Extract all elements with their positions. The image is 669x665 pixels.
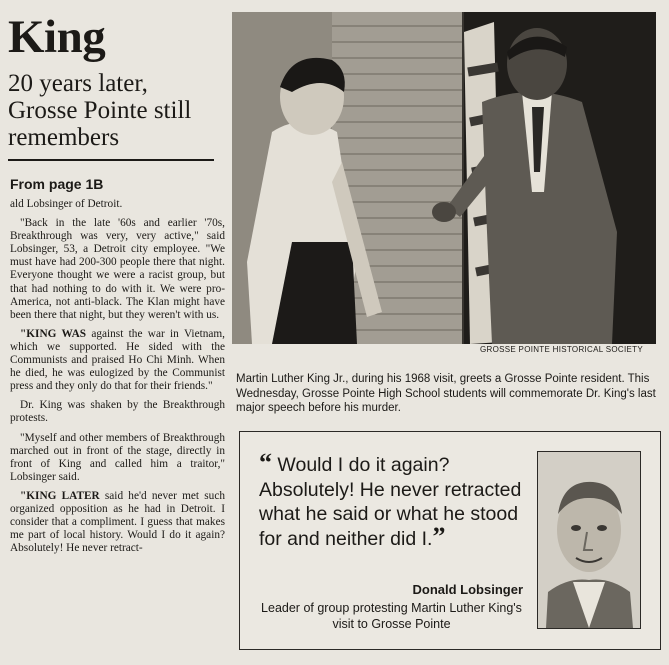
photo-caption: Martin Luther King Jr., during his 1968 visit, greets a Grosse Pointe resident. This Wednesday, Grosse Pointe High School students will commemorate Dr. King's last major speech before his murder. (236, 373, 656, 414)
pull-quote (259, 448, 524, 551)
article-paragraph (10, 490, 225, 555)
headline: King (8, 11, 106, 63)
article-paragraph: ald Lobsinger of Detroit. (10, 198, 123, 210)
quote-speaker: Donald Lobsinger (412, 582, 523, 597)
close-quote-mark: ” (432, 521, 446, 551)
run-in-head: "KING WAS (20, 327, 87, 340)
article-paragraph: Dr. King was shaken by the Breakthrough protests. (10, 399, 225, 425)
article-paragraph (10, 328, 225, 393)
run-in-head: "KING LATER (20, 489, 100, 502)
paragraph-text: against the war in Vietnam, which we supported. He sided with the Communists and praised Ho Chi Minh. When he died, he was eulogized by the Communist press and they only do that for their friends." (10, 327, 225, 393)
pull-quote-text: Would I do it again? Absolutely! He never retracted what he said or what he stood for and neither did I. (259, 454, 522, 550)
pull-quote-box (239, 431, 661, 650)
article-paragraph: "Back in the late '60s and earlier '70s, Breakthrough was very, very active," said Lobsinger, 53, a Detroit city employee. "We must have had 200-300 people there that night. Everyone thought we were a racist group, but that had nothing to do with it. We were pro-America, not anti-black. The Klan might have been there that night, but they weren't with us. (10, 217, 225, 321)
subheadline: 20 years later, Grosse Pointe still remembers (8, 70, 192, 151)
photo-credit: GROSSE POINTE HISTORICAL SOCIETY (480, 345, 643, 354)
article-body (10, 198, 225, 555)
open-quote-mark: “ (259, 448, 272, 477)
quote-speaker-title: Leader of group protesting Martin Luther King's visit to Grosse Pointe (261, 601, 522, 631)
paragraph-text: said he'd never met such organized opposition as he had in Detroit. I consider that a compliment. I guess that makes me part of local history. Would I do it again? Absolutely! He never retract- (10, 489, 225, 555)
portrait-photo (537, 451, 641, 629)
jump-line: From page 1B (10, 176, 104, 192)
headline-rule (8, 159, 214, 161)
article-paragraph: "Myself and other members of Breakthrough marched out in front of the stage, directly in front of King and called him a traitor," Lobsinger said. (10, 431, 225, 483)
main-photo (232, 12, 656, 344)
